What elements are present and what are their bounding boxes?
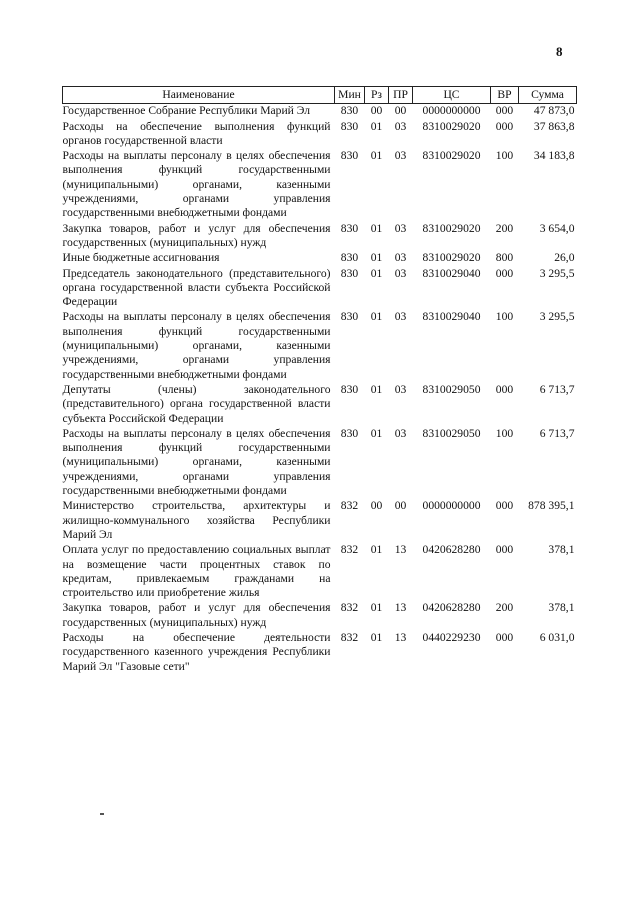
cell-pr: 03: [394, 426, 407, 440]
cell-sum: 378,1: [548, 543, 575, 557]
table-row: [63, 630, 577, 674]
cell-rz: 01: [370, 310, 383, 324]
cell-cs: 8310029050: [422, 426, 481, 440]
cell-rz: 01: [370, 149, 383, 163]
cell-rz: 01: [370, 221, 383, 235]
cell-pr: 03: [394, 310, 407, 324]
cell-name: Расходы на обеспечение деятельности государственного казенного учреждения Республики Марий Эл "Газовые сети": [62, 630, 331, 673]
cell-rz: 01: [370, 426, 383, 440]
cell-cs: 0420628280: [422, 601, 481, 615]
cell-cs: 0420628280: [422, 543, 481, 557]
cell-min: 830: [340, 266, 359, 280]
cell-min: 830: [340, 221, 359, 235]
cell-name: Председатель законодательного (представительного) органа государственной власти субъекта Российской Федерации: [62, 266, 331, 309]
cell-pr: 03: [394, 119, 407, 133]
cell-vr: 000: [495, 630, 514, 644]
cell-cs: 8310029020: [422, 149, 481, 163]
cell-min: 830: [340, 251, 359, 265]
table-header: [63, 87, 577, 104]
cell-pr: 13: [394, 601, 407, 615]
table-row: [63, 119, 577, 149]
cell-vr: 100: [495, 426, 514, 440]
cell-name: Закупка товаров, работ и услуг для обеспечения государственных (муниципальных) нужд: [62, 601, 331, 629]
cell-name: Расходы на выплаты персоналу в целях обеспечения выполнения функций государственными (муниципальными) органами, казенными учреждениями, органами управления государственными внебюджетными фондами: [62, 149, 331, 220]
cell-sum: 3 654,0: [539, 221, 575, 235]
cell-min: 832: [340, 630, 359, 644]
cell-min: 832: [340, 543, 359, 557]
cell-vr: 000: [495, 382, 514, 396]
cell-min: 832: [340, 499, 359, 513]
cell-rz: 01: [370, 266, 383, 280]
cell-pr: 00: [394, 499, 407, 513]
cell-name: Закупка товаров, работ и услуг для обеспечения государственных (муниципальных) нужд: [62, 221, 331, 249]
scan-mark: [100, 813, 104, 815]
cell-pr: 03: [394, 382, 407, 396]
cell-rz: 00: [370, 104, 383, 118]
cell-min: 830: [340, 104, 359, 118]
cell-name: Иные бюджетные ассигнования: [62, 251, 220, 265]
cell-vr: 000: [495, 104, 514, 118]
table-body: [63, 104, 577, 674]
table-row: [63, 221, 577, 251]
cell-sum: 26,0: [554, 251, 575, 265]
cell-name: Депутаты (члены) законодательного (представительного) органа государственной власти субъекта Российской Федерации: [62, 382, 331, 425]
cell-rz: 01: [370, 119, 383, 133]
cell-name: Расходы на выплаты персоналу в целях обеспечения выполнения функций государственными (муниципальными) органами, казенными учреждениями, органами управления государственными внебюджетными фондами: [62, 426, 331, 498]
cell-cs: 0440229230: [422, 630, 481, 644]
header-sum: Сумма: [519, 87, 577, 104]
page-number: 8: [556, 44, 563, 59]
cell-min: 830: [340, 310, 359, 324]
header-name: Наименование: [63, 87, 335, 104]
cell-vr: 800: [495, 251, 514, 265]
cell-pr: 13: [394, 630, 407, 644]
cell-sum: 6 713,7: [539, 426, 575, 440]
header-cs: ЦС: [413, 87, 491, 104]
cell-min: 830: [340, 149, 359, 163]
cell-name: Государственное Собрание Республики Марий Эл: [62, 104, 311, 118]
cell-cs: 0000000000: [422, 499, 481, 513]
cell-sum: 3 295,5: [539, 310, 575, 324]
cell-min: 832: [340, 601, 359, 615]
table-row: [63, 382, 577, 426]
table-row: [63, 250, 577, 265]
cell-sum: 34 183,8: [533, 149, 575, 163]
cell-cs: 8310029040: [422, 310, 481, 324]
cell-rz: 01: [370, 630, 383, 644]
cell-pr: 03: [394, 266, 407, 280]
cell-sum: 47 873,0: [533, 104, 575, 118]
cell-sum: 378,1: [548, 601, 575, 615]
cell-sum: 6 031,0: [539, 630, 575, 644]
cell-sum: 6 713,7: [539, 382, 575, 396]
cell-rz: 01: [370, 382, 383, 396]
cell-pr: 03: [394, 221, 407, 235]
table-row: [63, 426, 577, 498]
cell-cs: 8310029050: [422, 382, 481, 396]
cell-vr: 000: [495, 119, 514, 133]
cell-vr: 100: [495, 149, 514, 163]
header-pr: ПР: [389, 87, 413, 104]
table-row: [63, 266, 577, 310]
cell-cs: 8310029020: [422, 251, 481, 265]
cell-name: Министерство строительства, архитектуры и жилищно-коммунального хозяйства Республики Марий Эл: [62, 499, 331, 541]
header-vr: ВР: [491, 87, 519, 104]
cell-rz: 00: [370, 499, 383, 513]
cell-pr: 13: [394, 543, 407, 557]
cell-cs: 0000000000: [422, 104, 481, 118]
cell-vr: 100: [495, 310, 514, 324]
cell-vr: 000: [495, 543, 514, 557]
cell-pr: 03: [394, 251, 407, 265]
header-rz: Рз: [365, 87, 389, 104]
budget-table: [62, 86, 577, 674]
cell-name: Расходы на выплаты персоналу в целях обеспечения выполнения функций государственными (муниципальными) органами, казенными учреждениями, органами управления государственными внебюджетными фондами: [62, 310, 331, 381]
cell-name: Расходы на обеспечение выполнения функций органов государственной власти: [62, 119, 331, 147]
cell-sum: 878 395,1: [528, 499, 575, 513]
header-min: Мин: [335, 87, 365, 104]
cell-rz: 01: [370, 601, 383, 615]
table-row: [63, 542, 577, 600]
cell-sum: 3 295,5: [539, 266, 575, 280]
cell-vr: 000: [495, 499, 514, 513]
table-row: [63, 600, 577, 630]
cell-cs: 8310029040: [422, 266, 481, 280]
cell-cs: 8310029020: [422, 119, 481, 133]
cell-rz: 01: [370, 543, 383, 557]
cell-min: 830: [340, 382, 359, 396]
cell-vr: 200: [495, 601, 514, 615]
cell-vr: 000: [495, 266, 514, 280]
cell-pr: 03: [394, 149, 407, 163]
table-row: [63, 104, 577, 119]
cell-pr: 00: [394, 104, 407, 118]
cell-min: 830: [340, 426, 359, 440]
table-row: [63, 309, 577, 381]
table-row: [63, 148, 577, 220]
cell-vr: 200: [495, 221, 514, 235]
cell-min: 830: [340, 119, 359, 133]
cell-rz: 01: [370, 251, 383, 265]
table-row: [63, 498, 577, 542]
cell-sum: 37 863,8: [533, 119, 575, 133]
cell-cs: 8310029020: [422, 221, 481, 235]
cell-name: Оплата услуг по предоставлению социальных выплат на возмещение части процентных ставок по кредитам, привлекаемым гражданами на строительство или приобретение жилья: [62, 543, 331, 600]
